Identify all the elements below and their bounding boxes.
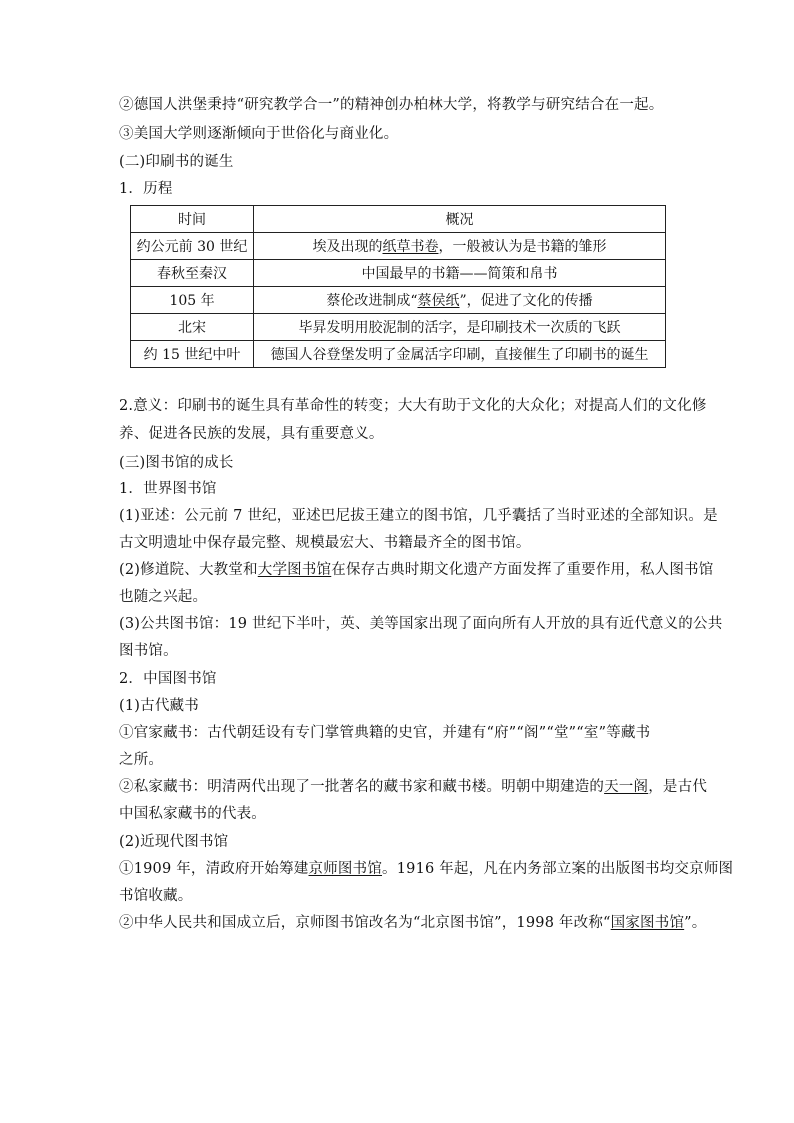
overview-cell xyxy=(254,260,666,287)
text-span: ，是古代 xyxy=(648,779,708,795)
text-span: ”。 xyxy=(684,915,707,931)
overview-cell xyxy=(254,314,666,341)
text-line: 养、促进各民族的发展，具有重要意义。 xyxy=(119,426,384,442)
text-line xyxy=(119,778,708,796)
table-row xyxy=(131,260,666,287)
text-line: 中国私家藏书的代表。 xyxy=(119,806,266,822)
time-cell: 约公元前 30 世纪 xyxy=(131,233,254,260)
text-span: ①1909 年，清政府开始筹建 xyxy=(119,861,309,877)
text-line: ②德国人洪堡秉持“研究教学合一”的精神创办柏林大学，将教学与研究结合在一起。 xyxy=(119,97,664,113)
table-header-overview: 概况 xyxy=(254,206,666,233)
text-line: 之所。 xyxy=(119,752,164,768)
text-span: ②私家藏书：明清两代出现了一批著名的藏书家和藏书楼。明朝中期建造的 xyxy=(119,779,605,795)
underlined-term: 天一阁 xyxy=(604,779,649,795)
table-row xyxy=(131,233,666,260)
underlined-term: 纸草书卷 xyxy=(382,239,439,255)
text-line: (1)古代藏书 xyxy=(119,698,199,714)
text-span: 在保存古典时期文化遗产方面发挥了重要作用，私人图书馆 xyxy=(331,562,714,578)
text-span: ②中华人民共和国成立后，京师图书馆改名为“北京图书馆”，1998 年改称“ xyxy=(119,915,611,931)
underlined-term: 蔡侯纸 xyxy=(417,293,460,309)
time-cell: 北宋 xyxy=(131,314,254,341)
table-header-row xyxy=(131,206,666,233)
overview-text: 蔡伦改进制成“ xyxy=(326,293,418,309)
overview-cell xyxy=(254,287,666,314)
text-line xyxy=(119,561,714,579)
overview-text: ，一般被认为是书籍的雏形 xyxy=(438,239,607,255)
table-row xyxy=(131,287,666,314)
text-line: ①官家藏书：古代朝廷设有专门掌管典籍的史官，并建有“府”“阁”“堂”“室”等藏书 xyxy=(119,725,651,741)
table-row xyxy=(131,341,666,368)
underlined-term: 国家图书馆 xyxy=(610,915,685,931)
underlined-term: 京师图书馆 xyxy=(308,861,383,877)
overview-text: 毕昇发明用胶泥制的活字，是印刷技术一次质的飞跃 xyxy=(298,320,621,336)
text-line: 也随之兴起。 xyxy=(119,589,208,605)
text-line: (2)近现代图书馆 xyxy=(119,834,229,850)
overview-text: 中国最早的书籍——简策和帛书 xyxy=(361,266,558,282)
text-line: 图书馆。 xyxy=(119,643,178,659)
section-heading: (三)图书馆的成长 xyxy=(119,455,234,471)
text-line xyxy=(119,914,707,932)
text-span: 。1916 年起，凡在内务部立案的出版图书均交京师图 xyxy=(382,861,734,877)
overview-text: 德国人谷登堡发明了金属活字印刷，直接催生了印刷书的诞生 xyxy=(270,347,649,363)
time-cell: 约 15 世纪中叶 xyxy=(131,341,254,368)
text-line: ③美国大学则逐渐倾向于世俗化与商业化。 xyxy=(119,126,399,142)
text-line: (1)亚述：公元前 7 世纪，亚述巴尼拔王建立的图书馆，几乎囊括了当时亚述的全部知识。是 xyxy=(119,508,718,524)
history-table xyxy=(130,205,666,368)
overview-cell xyxy=(254,233,666,260)
section-heading: (二)印刷书的诞生 xyxy=(119,154,234,170)
text-line: 古文明遗址中保存最完整、规模最宏大、书籍最齐全的图书馆。 xyxy=(119,535,531,551)
overview-text: 埃及出现的 xyxy=(312,239,383,255)
table-header-time: 时间 xyxy=(131,206,254,233)
underlined-term: 大学图书馆 xyxy=(257,562,332,578)
overview-cell xyxy=(254,341,666,368)
text-line xyxy=(119,860,734,878)
time-cell: 春秋至秦汉 xyxy=(131,260,254,287)
text-line: 2.意义：印刷书的诞生具有革命性的转变；大大有助于文化的大众化；对提高人们的文化修 xyxy=(119,398,707,414)
subsection-heading: 1．历程 xyxy=(119,181,173,197)
subsection-heading: 2．中国图书馆 xyxy=(119,671,217,687)
text-line: (3)公共图书馆：19 世纪下半叶，英、美等国家出现了面向所有人开放的具有近代意义的公共 xyxy=(119,616,723,632)
table-row xyxy=(131,314,666,341)
time-cell: 105 年 xyxy=(131,287,254,314)
overview-text: ”，促进了文化的传播 xyxy=(459,293,593,309)
subsection-heading: 1．世界图书馆 xyxy=(119,481,217,497)
text-line: 书馆收藏。 xyxy=(119,888,193,904)
text-span: (2)修道院、大教堂和 xyxy=(119,562,258,578)
